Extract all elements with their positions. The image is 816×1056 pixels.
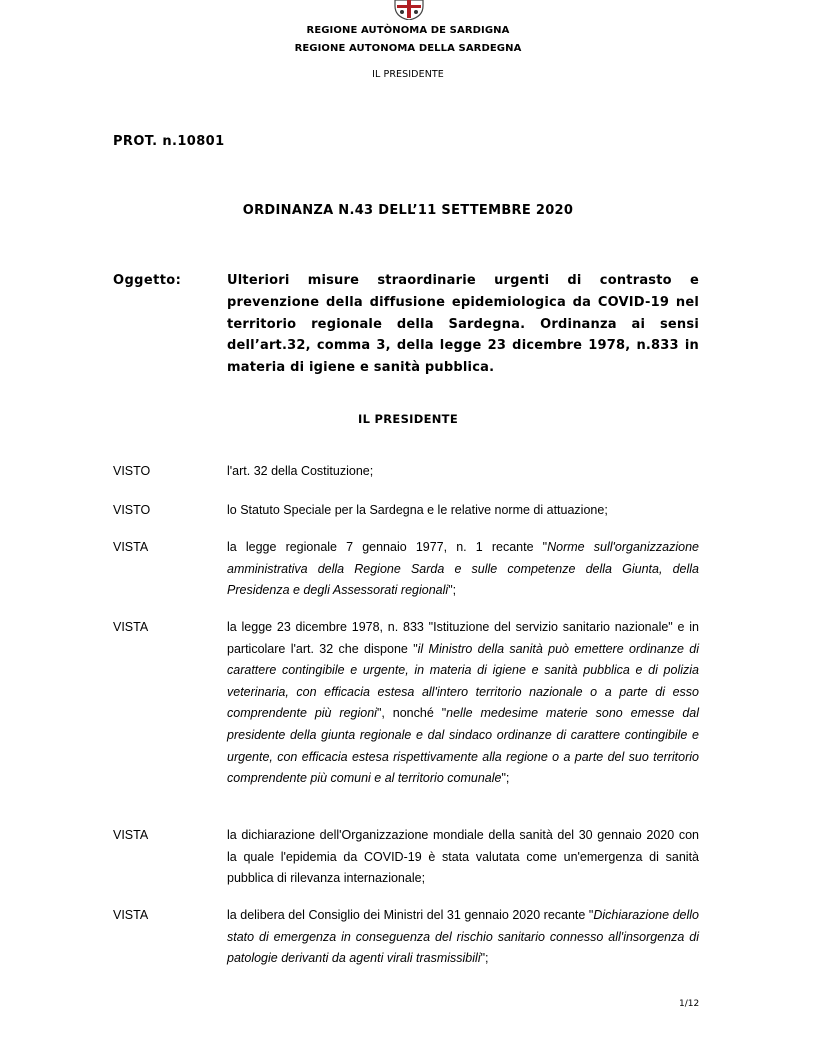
- region-crest-icon: [392, 0, 426, 20]
- clause-text: la dichiarazione dell'Organizzazione mondiale della sanità del 30 gennaio 2020 con la quale l'epidemia da COVID-19 è stata valutata come un'emergenza di sanità pubblica di rilevanza internazionale;: [227, 828, 699, 886]
- clause-text: la legge 23 dicembre 1978, n. 833 "Istituzione del servizio sanitario nazionale" e in particolare l'art. 32 che dispone "il Ministro della sanità può emettere ordinanze di carattere contingibile e urgente, in materia di igiene e sanità pubblica e di polizia veterinaria, con efficacia estesa all'intero territorio nazionale o a parte di esso comprendente più regioni", nonché "nelle medesime materie sono emesse dal presidente della giunta regionale e dal sindaco ordinanze di carattere contingibile e urgente, con efficacia estesa rispettivamente alla regione o a parte del suo territorio comprendente più comuni e al territorio comunale";: [227, 620, 700, 786]
- region-name-italian: REGIONE AUTONOMA DELLA SARDEGNA: [294, 43, 522, 54]
- clause-label: VISTA: [113, 540, 149, 554]
- clause-label: VISTA: [113, 908, 149, 922]
- subject-text: Ulteriori misure straordinarie urgenti di contrasto e prevenzione della diffusione epidemiologica da COVID-19 nel territorio regionale della Sardegna. Ordinanza ai sensi dell’art.32, comma 3, della legge 23 dicembre 1978, n.833 in materia di igiene e sanità pubblica.: [227, 273, 699, 376]
- header-office: IL PRESIDENTE: [372, 69, 444, 80]
- region-name-sardinian: REGIONE AUTÒNOMA DE SARDIGNA: [306, 25, 510, 36]
- clause-text: l'art. 32 della Costituzione;: [227, 464, 374, 478]
- clause-label: VISTA: [113, 828, 149, 842]
- clause-text: lo Statuto Speciale per la Sardegna e le relative norme di attuazione;: [227, 503, 608, 517]
- protocol-number: PROT. n.10801: [113, 134, 225, 149]
- clause-text: la delibera del Consiglio dei Ministri del 31 gennaio 2020 recante "Dichiarazione dello stato di emergenza in conseguenza del rischio sanitario connesso all'insorgenza di patologie derivanti da agenti virali trasmissibili";: [227, 908, 699, 966]
- clause-label: VISTO: [113, 503, 151, 517]
- ordinance-title: ORDINANZA N.43 DELL’11 SETTEMBRE 2020: [242, 203, 574, 218]
- clause-label: VISTO: [113, 464, 151, 478]
- page-number: 1/12: [679, 999, 700, 1009]
- clause-text: la legge regionale 7 gennaio 1977, n. 1 recante "Norme sull'organizzazione amministrativa della Regione Sarda e sulle competenze della Giunta, della Presidenza e degli Assessorati regionali";: [227, 540, 699, 598]
- president-heading: IL PRESIDENTE: [358, 412, 458, 426]
- subject-label: Oggetto:: [113, 273, 182, 288]
- clause-label: VISTA: [113, 620, 149, 634]
